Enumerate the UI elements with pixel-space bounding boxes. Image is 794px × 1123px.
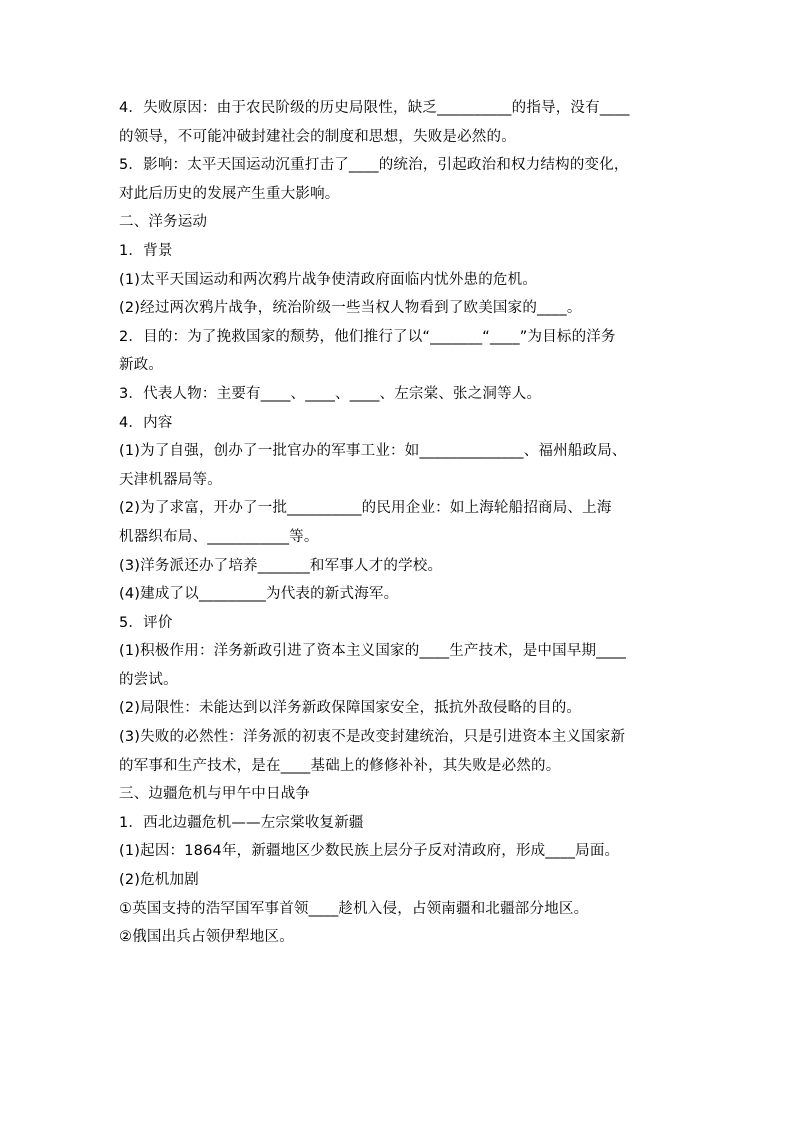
subsection-heading: 5．评价 [119,614,173,631]
text-line: (2)经过两次鸦片战争，统治阶级一些当权人物看到了欧美国家的____。 [119,300,582,317]
text-line: (4)建成了以_________为代表的新式海军。 [119,586,399,603]
text-line: 的领导，不可能冲破封建社会的制度和思想，失败是必然的。 [119,128,516,145]
text-line: (2)为了求富，开办了一批__________的民用企业：如上海轮船招商局、上海 [119,500,612,517]
text-line: (2)局限性：未能达到以洋务新政保障国家安全，抵抗外敌侵略的目的。 [119,700,582,717]
text-line: ②俄国出兵占领伊犁地区。 [119,929,294,946]
text-line: (1)起因：1864年，新疆地区少数民族上层分子反对清政府，形成____局面。 [119,843,620,860]
text-line: ①英国支持的浩罕国军事首领____趁机入侵，占领南疆和北疆部分地区。 [119,900,589,917]
subsection-heading: 1．背景 [119,242,173,259]
text-line: 的尝试。 [119,671,178,688]
text-line: 对此后历史的发展产生重大影响。 [119,185,340,202]
text-line: 4．失败原因：由于农民阶级的历史局限性，缺乏__________的指导，没有____ [119,100,630,116]
text-line: (1)积极作用：洋务新政引进了资本主义国家的____生产技术，是中国早期____ [119,643,627,660]
text-line: 的军事和生产技术，是在____基础上的修修补补，其失败是必然的。 [119,757,561,774]
text-line: 机器织布局、___________等。 [119,528,319,545]
subsection-heading: 4．内容 [119,414,173,431]
text-line: (1)太平天国运动和两次鸦片战争使清政府面临内忧外患的危机。 [119,271,538,288]
section-heading: 二、洋务运动 [119,214,208,231]
text-line: (2)危机加剧 [119,872,199,889]
subsection-heading: 1．西北边疆危机——左宗棠收复新疆 [119,814,364,831]
text-line: (1)为了自强，创办了一批官办的军事工业：如______________、福州船政局、 [119,443,627,460]
text-line: 新政。 [119,357,164,374]
text-line: (3)洋务派还办了培养_______和军事人才的学校。 [119,557,443,574]
text-line: 天津机器局等。 [119,471,222,488]
text-line: (3)失败的必然性：洋务派的初衷不是改变封建统治，只是引进资本主义国家新 [119,729,626,746]
text-line: 3．代表人物：主要有____、____、____、左宗棠、张之洞等人。 [119,385,542,402]
text-line: 2．目的：为了挽救国家的颓势，他们推行了以“_______“____”为目标的洋务 [119,328,616,345]
section-heading: 三、边疆危机与甲午中日战争 [119,786,311,803]
text-line: 5．影响：太平天国运动沉重打击了____的统治，引起政治和权力结构的变化， [119,157,629,174]
document-page [119,94,679,952]
